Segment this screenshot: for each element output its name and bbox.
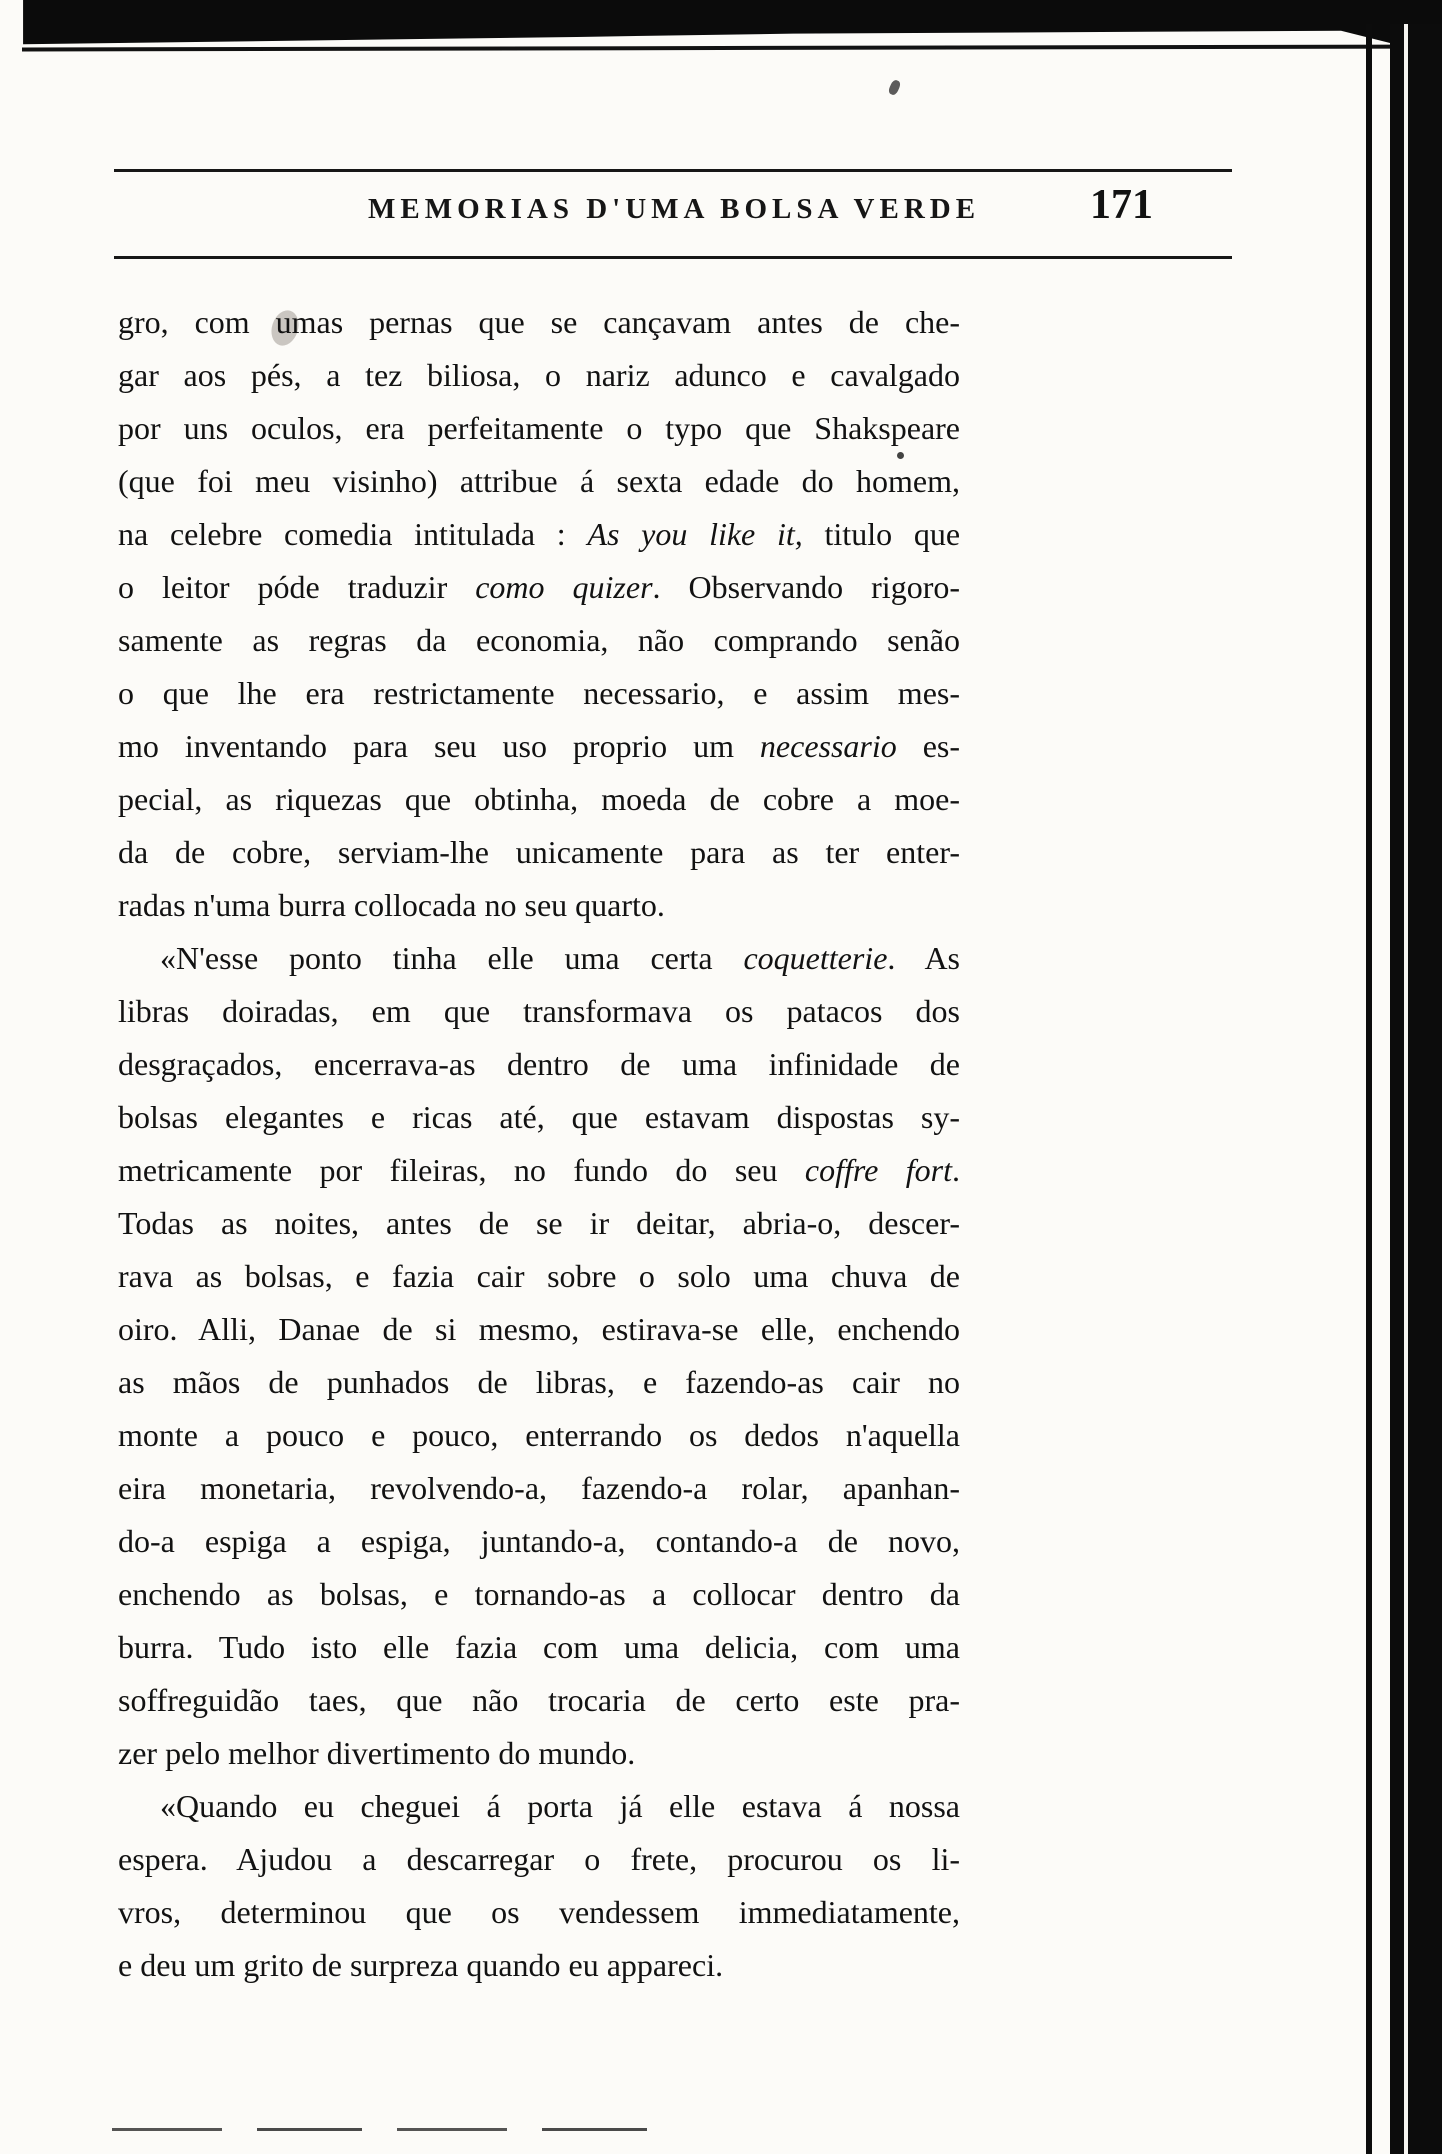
text-line: [118, 932, 960, 985]
text-line: [118, 1727, 960, 1780]
page-number: 171: [1090, 182, 1153, 228]
text-line: [118, 1833, 960, 1886]
italic-text-segment: As you like it,: [587, 516, 803, 552]
text-line: [118, 614, 960, 667]
header-rule-bottom: [114, 256, 1232, 259]
text-segment: soffreguidão taes, que não trocaria de certo este pra-: [118, 1682, 960, 1718]
text-segment: (que foi meu visinho) attribue á sexta edade do homem,: [118, 463, 960, 499]
text-segment: . As: [887, 940, 961, 976]
text-segment: as mãos de punhados de libras, e fazendo-as cair no: [118, 1364, 960, 1400]
text-segment: mo inventando para seu uso proprio um: [118, 728, 760, 764]
text-line: [118, 1303, 960, 1356]
text-line: [118, 1144, 960, 1197]
text-line: [118, 1515, 960, 1568]
text-line: [118, 561, 960, 614]
text-segment: da de cobre, serviam-lhe unicamente para as ter enter-: [118, 834, 960, 870]
italic-text-segment: como quizer: [475, 569, 653, 605]
text-segment: monte a pouco e pouco, enterrando os dedos n'aquella: [118, 1417, 960, 1453]
text-segment: samente as regras da economia, não comprando senão: [118, 622, 960, 658]
text-line: [118, 1939, 960, 1992]
scan-artifact-top-line: [22, 45, 1442, 52]
text-segment: vros, determinou que os vendessem immediatamente,: [118, 1894, 960, 1930]
text-line: [118, 296, 960, 349]
text-line: [118, 879, 960, 932]
text-segment: titulo que: [802, 516, 961, 552]
text-segment: metricamente por fileiras, no fundo do seu: [118, 1152, 805, 1188]
text-line: [118, 773, 960, 826]
text-segment: do-a espiga a espiga, juntando-a, contando-a de novo,: [118, 1523, 960, 1559]
text-line: [118, 1197, 960, 1250]
text-line: [118, 1409, 960, 1462]
text-segment: espera. Ajudou a descarregar o frete, procurou os li-: [118, 1841, 960, 1877]
text-line: [118, 1356, 960, 1409]
text-segment: «N'esse ponto tinha elle uma certa: [160, 940, 744, 976]
body-text: [118, 296, 960, 1992]
text-line: [118, 720, 960, 773]
text-segment: o leitor póde traduzir: [118, 569, 476, 605]
text-line: [118, 349, 960, 402]
text-line: [118, 508, 960, 561]
text-line: [118, 1886, 960, 1939]
text-line: [118, 826, 960, 879]
text-line: [118, 1091, 960, 1144]
text-segment: .: [952, 1152, 960, 1188]
text-line: [118, 667, 960, 720]
text-segment: zer pelo melhor divertimento do mundo.: [118, 1735, 636, 1771]
text-segment: na celebre comedia intitulada :: [118, 516, 588, 552]
text-line: [118, 1250, 960, 1303]
text-line: [118, 1621, 960, 1674]
text-segment: bolsas elegantes e ricas até, que estavam dispostas sy-: [118, 1099, 960, 1135]
text-segment: burra. Tudo isto elle fazia com uma delicia, com uma: [118, 1629, 960, 1665]
italic-text-segment: necessario: [759, 728, 897, 764]
text-line: [118, 985, 960, 1038]
italic-text-segment: coffre fort: [804, 1152, 952, 1188]
text-line: [118, 402, 960, 455]
text-segment: por uns oculos, era perfeitamente o typo que Shakspeare: [118, 410, 960, 446]
text-line: [118, 1038, 960, 1091]
text-line: [118, 1674, 960, 1727]
scan-speck: [887, 79, 901, 96]
italic-text-segment: coquetterie: [743, 940, 888, 976]
text-line: [118, 455, 960, 508]
text-segment: es-: [896, 728, 961, 764]
text-segment: gar aos pés, a tez biliosa, o nariz adunco e cavalgado: [118, 357, 960, 393]
text-line: [118, 1780, 960, 1833]
text-segment: desgraçados, encerrava-as dentro de uma infinidade de: [118, 1046, 960, 1082]
scan-artifact-page-edges: [1364, 24, 1442, 2154]
text-segment: pecial, as riquezas que obtinha, moeda de cobre a moe-: [118, 781, 960, 817]
text-line: [118, 1568, 960, 1621]
text-segment: . Observando rigoro-: [652, 569, 961, 605]
scan-artifact-bottom-dashes: [112, 2128, 678, 2131]
running-title: MEMORIAS D'UMA BOLSA VERDE: [368, 193, 981, 225]
text-segment: eira monetaria, revolvendo-a, fazendo-a rolar, apanhan-: [118, 1470, 960, 1506]
text-segment: Todas as noites, antes de se ir deitar, abria-o, descer-: [118, 1205, 960, 1241]
text-segment: e deu um grito de surpreza quando eu appareci.: [118, 1947, 724, 1983]
text-segment: oiro. Alli, Danae de si mesmo, estirava-se elle, enchendo: [118, 1311, 960, 1347]
text-segment: «Quando eu cheguei á porta já elle estava á nossa: [160, 1788, 960, 1824]
text-line: [118, 1462, 960, 1515]
header-rule-top: [114, 169, 1232, 172]
text-segment: radas n'uma burra collocada no seu quarto.: [118, 887, 665, 923]
text-segment: libras doiradas, em que transformava os patacos dos: [118, 993, 960, 1029]
text-segment: enchendo as bolsas, e tornando-as a collocar dentro da: [118, 1576, 960, 1612]
text-segment: o que lhe era restrictamente necessario, e assim mes-: [118, 675, 960, 711]
text-segment: rava as bolsas, e fazia cair sobre o solo uma chuva de: [118, 1258, 960, 1294]
text-segment: gro, com umas pernas que se cançavam antes de che-: [118, 304, 960, 340]
